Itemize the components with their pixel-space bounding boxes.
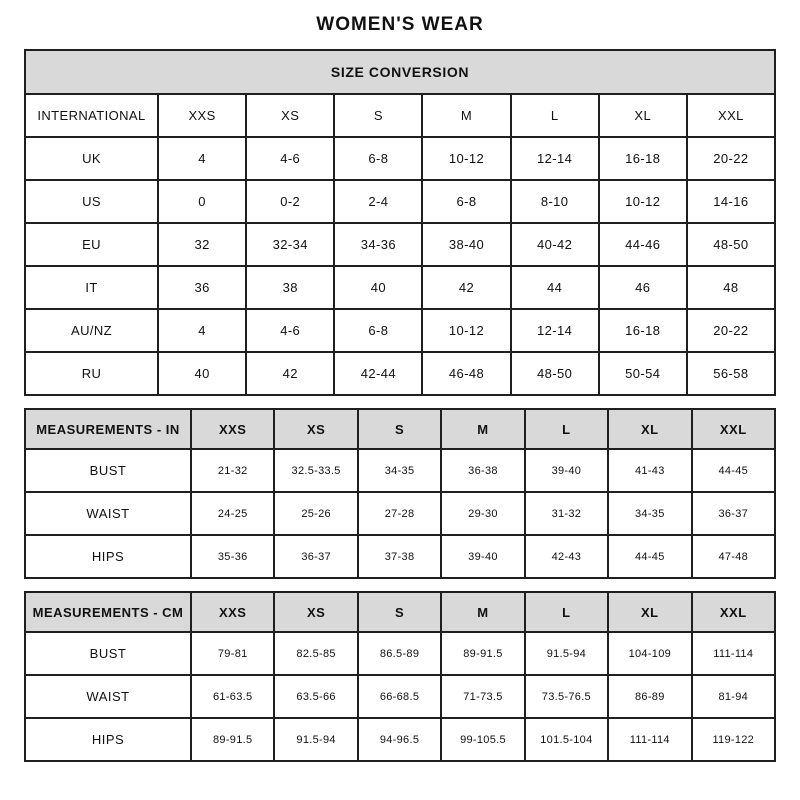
- measurement-value-cell: 111-114: [692, 632, 775, 675]
- measurement-value-cell: 104-109: [608, 632, 691, 675]
- measurement-value-cell: 34-35: [608, 492, 691, 535]
- column-header-international: INTERNATIONAL: [25, 94, 158, 137]
- size-value-cell: 42: [246, 352, 334, 395]
- size-value-cell: 48-50: [511, 352, 599, 395]
- size-value-cell: 20-22: [687, 309, 775, 352]
- row-label-aunz: AU/NZ: [25, 309, 158, 352]
- measurement-value-cell: 47-48: [692, 535, 775, 578]
- size-value-cell: 10-12: [422, 309, 510, 352]
- column-header-m: M: [441, 409, 524, 449]
- measurement-value-cell: 99-105.5: [441, 718, 524, 761]
- measurement-value-cell: 63.5-66: [274, 675, 357, 718]
- page-title: WOMEN'S WEAR: [316, 14, 484, 35]
- column-header-m: M: [422, 94, 510, 137]
- size-row-it: [25, 266, 775, 309]
- size-value-cell: 16-18: [599, 137, 687, 180]
- measurement-value-cell: 81-94: [692, 675, 775, 718]
- size-conversion-caption: SIZE CONVERSION: [25, 50, 775, 94]
- measurement-value-cell: 91.5-94: [525, 632, 608, 675]
- size-value-cell: 4-6: [246, 137, 334, 180]
- row-label-hips: HIPS: [25, 535, 191, 578]
- row-label-waist: WAIST: [25, 492, 191, 535]
- measurement-value-cell: 39-40: [441, 535, 524, 578]
- measurement-value-cell: 86.5-89: [358, 632, 441, 675]
- size-value-cell: 16-18: [599, 309, 687, 352]
- size-value-cell: 12-14: [511, 309, 599, 352]
- row-label-hips: HIPS: [25, 718, 191, 761]
- row-label-waist: WAIST: [25, 675, 191, 718]
- size-value-cell: 38: [246, 266, 334, 309]
- measurement-value-cell: 35-36: [191, 535, 274, 578]
- measurement-value-cell: 41-43: [608, 449, 691, 492]
- size-value-cell: 6-8: [422, 180, 510, 223]
- size-value-cell: 0-2: [246, 180, 334, 223]
- row-label-bust: BUST: [25, 632, 191, 675]
- size-value-cell: 4: [158, 137, 246, 180]
- measurement-value-cell: 82.5-85: [274, 632, 357, 675]
- measurement-value-cell: 39-40: [525, 449, 608, 492]
- size-value-cell: 46-48: [422, 352, 510, 395]
- column-header-l: L: [511, 94, 599, 137]
- row-label-bust: BUST: [25, 449, 191, 492]
- size-value-cell: 32: [158, 223, 246, 266]
- measurement-value-cell: 94-96.5: [358, 718, 441, 761]
- column-header-s: S: [358, 592, 441, 632]
- measurement-value-cell: 91.5-94: [274, 718, 357, 761]
- measurement-value-cell: 73.5-76.5: [525, 675, 608, 718]
- size-row-us: [25, 180, 775, 223]
- column-header-m: M: [441, 592, 524, 632]
- column-header-xl: XL: [608, 592, 691, 632]
- measurement-value-cell: 79-81: [191, 632, 274, 675]
- measurement-value-cell: 71-73.5: [441, 675, 524, 718]
- measurement-value-cell: 31-32: [525, 492, 608, 535]
- measurements-in-title: MEASUREMENTS - IN: [25, 409, 191, 449]
- size-value-cell: 44: [511, 266, 599, 309]
- size-value-cell: 48-50: [687, 223, 775, 266]
- size-conversion-table: [24, 49, 776, 396]
- size-value-cell: 2-4: [334, 180, 422, 223]
- size-value-cell: 14-16: [687, 180, 775, 223]
- size-value-cell: 6-8: [334, 137, 422, 180]
- size-value-cell: 50-54: [599, 352, 687, 395]
- size-row-ru: [25, 352, 775, 395]
- measurements-in-row-hips: [25, 535, 775, 578]
- measurements-cm-row-hips: [25, 718, 775, 761]
- size-value-cell: 44-46: [599, 223, 687, 266]
- size-value-cell: 40: [158, 352, 246, 395]
- column-header-xxs: XXS: [158, 94, 246, 137]
- column-header-l: L: [525, 409, 608, 449]
- size-value-cell: 42: [422, 266, 510, 309]
- measurements-in-header-row: [25, 409, 775, 449]
- row-label-ru: RU: [25, 352, 158, 395]
- measurement-value-cell: 42-43: [525, 535, 608, 578]
- measurement-value-cell: 29-30: [441, 492, 524, 535]
- column-header-xxl: XXL: [692, 409, 775, 449]
- size-conversion-caption-row: [25, 50, 775, 94]
- size-value-cell: 20-22: [687, 137, 775, 180]
- size-value-cell: 48: [687, 266, 775, 309]
- measurement-value-cell: 36-37: [692, 492, 775, 535]
- size-row-aunz: [25, 309, 775, 352]
- measurement-value-cell: 44-45: [692, 449, 775, 492]
- column-header-xxs: XXS: [191, 409, 274, 449]
- measurement-value-cell: 25-26: [274, 492, 357, 535]
- size-value-cell: 4: [158, 309, 246, 352]
- measurement-value-cell: 44-45: [608, 535, 691, 578]
- measurement-value-cell: 119-122: [692, 718, 775, 761]
- measurement-value-cell: 89-91.5: [191, 718, 274, 761]
- size-value-cell: 10-12: [422, 137, 510, 180]
- size-conversion-header-row: [25, 94, 775, 137]
- measurements-in-row-bust: [25, 449, 775, 492]
- size-value-cell: 38-40: [422, 223, 510, 266]
- column-header-xs: XS: [274, 409, 357, 449]
- measurement-value-cell: 27-28: [358, 492, 441, 535]
- size-value-cell: 34-36: [334, 223, 422, 266]
- column-header-xs: XS: [274, 592, 357, 632]
- row-label-it: IT: [25, 266, 158, 309]
- column-header-s: S: [358, 409, 441, 449]
- row-label-eu: EU: [25, 223, 158, 266]
- size-value-cell: 46: [599, 266, 687, 309]
- measurements-in-row-waist: [25, 492, 775, 535]
- size-row-eu: [25, 223, 775, 266]
- column-header-xl: XL: [608, 409, 691, 449]
- column-header-xxl: XXL: [687, 94, 775, 137]
- size-value-cell: 8-10: [511, 180, 599, 223]
- size-value-cell: 42-44: [334, 352, 422, 395]
- measurement-value-cell: 21-32: [191, 449, 274, 492]
- measurement-value-cell: 37-38: [358, 535, 441, 578]
- row-label-us: US: [25, 180, 158, 223]
- column-header-xs: XS: [246, 94, 334, 137]
- size-value-cell: 56-58: [687, 352, 775, 395]
- size-value-cell: 12-14: [511, 137, 599, 180]
- size-value-cell: 4-6: [246, 309, 334, 352]
- measurement-value-cell: 34-35: [358, 449, 441, 492]
- measurement-value-cell: 61-63.5: [191, 675, 274, 718]
- column-header-xl: XL: [599, 94, 687, 137]
- size-row-uk: [25, 137, 775, 180]
- measurement-value-cell: 89-91.5: [441, 632, 524, 675]
- column-header-xxl: XXL: [692, 592, 775, 632]
- measurement-value-cell: 36-37: [274, 535, 357, 578]
- measurements-cm-row-waist: [25, 675, 775, 718]
- measurement-value-cell: 101.5-104: [525, 718, 608, 761]
- measurements-cm-title: MEASUREMENTS - CM: [25, 592, 191, 632]
- column-header-l: L: [525, 592, 608, 632]
- measurements-cm-header-row: [25, 592, 775, 632]
- measurement-value-cell: 86-89: [608, 675, 691, 718]
- size-value-cell: 40: [334, 266, 422, 309]
- measurements-cm-row-bust: [25, 632, 775, 675]
- measurement-value-cell: 66-68.5: [358, 675, 441, 718]
- size-value-cell: 36: [158, 266, 246, 309]
- measurement-value-cell: 111-114: [608, 718, 691, 761]
- size-value-cell: 32-34: [246, 223, 334, 266]
- measurement-value-cell: 36-38: [441, 449, 524, 492]
- column-header-xxs: XXS: [191, 592, 274, 632]
- measurements-in-table: [24, 408, 776, 579]
- size-value-cell: 0: [158, 180, 246, 223]
- measurement-value-cell: 24-25: [191, 492, 274, 535]
- column-header-s: S: [334, 94, 422, 137]
- size-value-cell: 40-42: [511, 223, 599, 266]
- size-value-cell: 10-12: [599, 180, 687, 223]
- size-value-cell: 6-8: [334, 309, 422, 352]
- measurement-value-cell: 32.5-33.5: [274, 449, 357, 492]
- measurements-cm-table: [24, 591, 776, 762]
- row-label-uk: UK: [25, 137, 158, 180]
